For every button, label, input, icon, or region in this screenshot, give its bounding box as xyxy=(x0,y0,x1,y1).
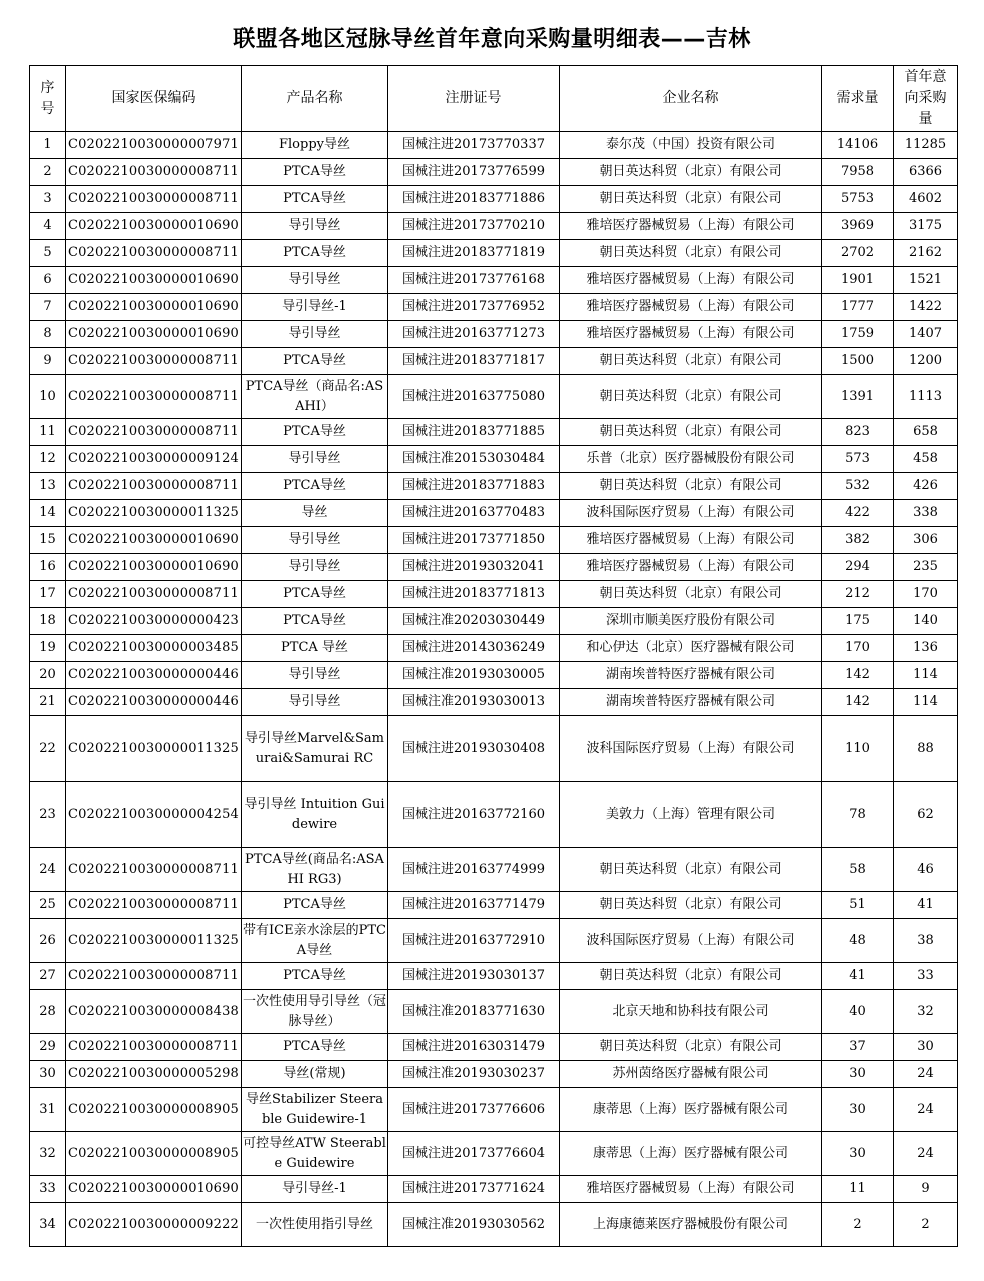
first-year-purchase-quantity: 1113 xyxy=(894,375,958,419)
medical-insurance-code: C0202210030000009222 xyxy=(66,1203,242,1247)
table-row xyxy=(30,581,958,608)
row-number: 3 xyxy=(30,186,66,213)
table-row xyxy=(30,848,958,892)
registration-number: 国械注进20163771273 xyxy=(388,321,560,348)
first-year-purchase-quantity: 46 xyxy=(894,848,958,892)
row-number: 2 xyxy=(30,159,66,186)
registration-number: 国械注进20163770483 xyxy=(388,500,560,527)
medical-insurance-code: C0202210030000008711 xyxy=(66,1034,242,1061)
registration-number: 国械注进20193030408 xyxy=(388,716,560,782)
row-number: 13 xyxy=(30,473,66,500)
demand-quantity: 78 xyxy=(822,782,894,848)
product-name: PTCA导丝 xyxy=(242,473,388,500)
row-number: 17 xyxy=(30,581,66,608)
product-name: 导丝Stabilizer Steerable Guidewire-1 xyxy=(242,1088,388,1132)
demand-quantity: 2702 xyxy=(822,240,894,267)
product-name: 导引导丝 xyxy=(242,321,388,348)
demand-quantity: 2 xyxy=(822,1203,894,1247)
demand-quantity: 212 xyxy=(822,581,894,608)
medical-insurance-code: C0202210030000008711 xyxy=(66,963,242,990)
row-number: 32 xyxy=(30,1132,66,1176)
first-year-purchase-quantity: 62 xyxy=(894,782,958,848)
first-year-purchase-quantity: 9 xyxy=(894,1176,958,1203)
first-year-purchase-quantity: 3175 xyxy=(894,213,958,240)
demand-quantity: 1500 xyxy=(822,348,894,375)
medical-insurance-code: C0202210030000003485 xyxy=(66,635,242,662)
demand-quantity: 30 xyxy=(822,1061,894,1088)
first-year-purchase-quantity: 4602 xyxy=(894,186,958,213)
registration-number: 国械注进20183771883 xyxy=(388,473,560,500)
demand-quantity: 30 xyxy=(822,1132,894,1176)
medical-insurance-code: C0202210030000008711 xyxy=(66,473,242,500)
company-name: 雅培医疗器械贸易（上海）有限公司 xyxy=(560,267,822,294)
medical-insurance-code: C0202210030000011325 xyxy=(66,716,242,782)
product-name: PTCA导丝(商品名:ASAHI RG3) xyxy=(242,848,388,892)
product-name: 导引导丝 xyxy=(242,267,388,294)
first-year-purchase-quantity: 140 xyxy=(894,608,958,635)
header-product: 产品名称 xyxy=(242,66,388,132)
medical-insurance-code: C0202210030000008711 xyxy=(66,581,242,608)
table-row xyxy=(30,554,958,581)
medical-insurance-code: C0202210030000010690 xyxy=(66,527,242,554)
company-name: 湖南埃普特医疗器械有限公司 xyxy=(560,662,822,689)
first-year-purchase-quantity: 1407 xyxy=(894,321,958,348)
medical-insurance-code: C0202210030000004254 xyxy=(66,782,242,848)
table-row xyxy=(30,782,958,848)
medical-insurance-code: C0202210030000011325 xyxy=(66,919,242,963)
registration-number: 国械注准20183771630 xyxy=(388,990,560,1034)
header-demand: 需求量 xyxy=(822,66,894,132)
first-year-purchase-quantity: 2162 xyxy=(894,240,958,267)
demand-quantity: 422 xyxy=(822,500,894,527)
table-row xyxy=(30,1088,958,1132)
company-name: 苏州茵络医疗器械有限公司 xyxy=(560,1061,822,1088)
registration-number: 国械注进20173776604 xyxy=(388,1132,560,1176)
table-row xyxy=(30,1034,958,1061)
first-year-purchase-quantity: 24 xyxy=(894,1132,958,1176)
registration-number: 国械注进20183771817 xyxy=(388,348,560,375)
medical-insurance-code: C0202210030000008905 xyxy=(66,1088,242,1132)
row-number: 15 xyxy=(30,527,66,554)
product-name: 导引导丝 Intuition Guidewire xyxy=(242,782,388,848)
company-name: 康蒂思（上海）医疗器械有限公司 xyxy=(560,1132,822,1176)
table-row xyxy=(30,527,958,554)
registration-number: 国械注进20183771819 xyxy=(388,240,560,267)
first-year-purchase-quantity: 30 xyxy=(894,1034,958,1061)
company-name: 美敦力（上海）管理有限公司 xyxy=(560,782,822,848)
registration-number: 国械注进20183771886 xyxy=(388,186,560,213)
demand-quantity: 175 xyxy=(822,608,894,635)
company-name: 雅培医疗器械贸易（上海）有限公司 xyxy=(560,213,822,240)
product-name: PTCA导丝 xyxy=(242,419,388,446)
row-number: 30 xyxy=(30,1061,66,1088)
product-name: PTCA 导丝 xyxy=(242,635,388,662)
registration-number: 国械注进20143036249 xyxy=(388,635,560,662)
demand-quantity: 142 xyxy=(822,689,894,716)
table-row xyxy=(30,348,958,375)
demand-quantity: 382 xyxy=(822,527,894,554)
medical-insurance-code: C0202210030000010690 xyxy=(66,1176,242,1203)
product-name: 导引导丝Marvel&Samurai&Samurai RC xyxy=(242,716,388,782)
product-name: 导引导丝-1 xyxy=(242,294,388,321)
medical-insurance-code: C0202210030000000446 xyxy=(66,662,242,689)
registration-number: 国械注进20163031479 xyxy=(388,1034,560,1061)
header-company: 企业名称 xyxy=(560,66,822,132)
row-number: 11 xyxy=(30,419,66,446)
row-number: 16 xyxy=(30,554,66,581)
first-year-purchase-quantity: 114 xyxy=(894,689,958,716)
product-name: 可控导丝ATW Steerable Guidewire xyxy=(242,1132,388,1176)
first-year-purchase-quantity: 306 xyxy=(894,527,958,554)
table-row xyxy=(30,375,958,419)
table-row xyxy=(30,919,958,963)
medical-insurance-code: C0202210030000011325 xyxy=(66,500,242,527)
table-row xyxy=(30,500,958,527)
medical-insurance-code: C0202210030000007971 xyxy=(66,132,242,159)
table-row xyxy=(30,186,958,213)
header-no: 序号 xyxy=(30,66,66,132)
medical-insurance-code: C0202210030000010690 xyxy=(66,213,242,240)
company-name: 雅培医疗器械贸易（上海）有限公司 xyxy=(560,554,822,581)
table-row xyxy=(30,446,958,473)
company-name: 朝日英达科贸（北京）有限公司 xyxy=(560,473,822,500)
registration-number: 国械注进20173776599 xyxy=(388,159,560,186)
registration-number: 国械注准20193030562 xyxy=(388,1203,560,1247)
demand-quantity: 532 xyxy=(822,473,894,500)
first-year-purchase-quantity: 33 xyxy=(894,963,958,990)
product-name: 导引导丝 xyxy=(242,689,388,716)
company-name: 深圳市顺美医疗股份有限公司 xyxy=(560,608,822,635)
registration-number: 国械注进20163774999 xyxy=(388,848,560,892)
table-row xyxy=(30,635,958,662)
company-name: 雅培医疗器械贸易（上海）有限公司 xyxy=(560,1176,822,1203)
company-name: 波科国际医疗贸易（上海）有限公司 xyxy=(560,500,822,527)
company-name: 泰尔茂（中国）投资有限公司 xyxy=(560,132,822,159)
product-name: PTCA导丝 xyxy=(242,240,388,267)
demand-quantity: 1759 xyxy=(822,321,894,348)
row-number: 23 xyxy=(30,782,66,848)
first-year-purchase-quantity: 338 xyxy=(894,500,958,527)
table-row xyxy=(30,1132,958,1176)
company-name: 朝日英达科贸（北京）有限公司 xyxy=(560,892,822,919)
table-header-row xyxy=(30,66,958,132)
first-year-purchase-quantity: 11285 xyxy=(894,132,958,159)
first-year-purchase-quantity: 24 xyxy=(894,1088,958,1132)
product-name: PTCA导丝 xyxy=(242,892,388,919)
table-row xyxy=(30,267,958,294)
medical-insurance-code: C0202210030000008711 xyxy=(66,159,242,186)
demand-quantity: 294 xyxy=(822,554,894,581)
demand-quantity: 170 xyxy=(822,635,894,662)
row-number: 34 xyxy=(30,1203,66,1247)
first-year-purchase-quantity: 458 xyxy=(894,446,958,473)
company-name: 北京天地和协科技有限公司 xyxy=(560,990,822,1034)
demand-quantity: 51 xyxy=(822,892,894,919)
company-name: 朝日英达科贸（北京）有限公司 xyxy=(560,848,822,892)
demand-quantity: 110 xyxy=(822,716,894,782)
row-number: 14 xyxy=(30,500,66,527)
medical-insurance-code: C0202210030000010690 xyxy=(66,554,242,581)
medical-insurance-code: C0202210030000008711 xyxy=(66,186,242,213)
medical-insurance-code: C0202210030000010690 xyxy=(66,321,242,348)
company-name: 雅培医疗器械贸易（上海）有限公司 xyxy=(560,294,822,321)
row-number: 4 xyxy=(30,213,66,240)
row-number: 24 xyxy=(30,848,66,892)
registration-number: 国械注准20193030013 xyxy=(388,689,560,716)
first-year-purchase-quantity: 24 xyxy=(894,1061,958,1088)
registration-number: 国械注准20193030005 xyxy=(388,662,560,689)
company-name: 朝日英达科贸（北京）有限公司 xyxy=(560,375,822,419)
registration-number: 国械注进20173776952 xyxy=(388,294,560,321)
first-year-purchase-quantity: 136 xyxy=(894,635,958,662)
row-number: 27 xyxy=(30,963,66,990)
registration-number: 国械注进20163775080 xyxy=(388,375,560,419)
table-row xyxy=(30,689,958,716)
row-number: 20 xyxy=(30,662,66,689)
registration-number: 国械注准20153030484 xyxy=(388,446,560,473)
table-row xyxy=(30,132,958,159)
table-row xyxy=(30,1203,958,1247)
medical-insurance-code: C0202210030000008905 xyxy=(66,1132,242,1176)
company-name: 湖南埃普特医疗器械有限公司 xyxy=(560,689,822,716)
registration-number: 国械注进20163772910 xyxy=(388,919,560,963)
demand-quantity: 5753 xyxy=(822,186,894,213)
registration-number: 国械注进20163771479 xyxy=(388,892,560,919)
first-year-purchase-quantity: 1521 xyxy=(894,267,958,294)
first-year-purchase-quantity: 38 xyxy=(894,919,958,963)
product-name: 导引导丝 xyxy=(242,662,388,689)
table-row xyxy=(30,294,958,321)
company-name: 朝日英达科贸（北京）有限公司 xyxy=(560,1034,822,1061)
row-number: 25 xyxy=(30,892,66,919)
first-year-purchase-quantity: 1422 xyxy=(894,294,958,321)
medical-insurance-code: C0202210030000008711 xyxy=(66,240,242,267)
product-name: 一次性使用指引导丝 xyxy=(242,1203,388,1247)
registration-number: 国械注进20183771813 xyxy=(388,581,560,608)
company-name: 朝日英达科贸（北京）有限公司 xyxy=(560,963,822,990)
table-row xyxy=(30,662,958,689)
product-name: 导引导丝 xyxy=(242,527,388,554)
first-year-purchase-quantity: 235 xyxy=(894,554,958,581)
company-name: 雅培医疗器械贸易（上海）有限公司 xyxy=(560,527,822,554)
table-row xyxy=(30,892,958,919)
row-number: 5 xyxy=(30,240,66,267)
row-number: 7 xyxy=(30,294,66,321)
company-name: 朝日英达科贸（北京）有限公司 xyxy=(560,581,822,608)
registration-number: 国械注准20203030449 xyxy=(388,608,560,635)
product-name: Floppy导丝 xyxy=(242,132,388,159)
company-name: 朝日英达科贸（北京）有限公司 xyxy=(560,240,822,267)
demand-quantity: 11 xyxy=(822,1176,894,1203)
row-number: 8 xyxy=(30,321,66,348)
medical-insurance-code: C0202210030000005298 xyxy=(66,1061,242,1088)
demand-quantity: 40 xyxy=(822,990,894,1034)
header-reg: 注册证号 xyxy=(388,66,560,132)
registration-number: 国械注进20173776606 xyxy=(388,1088,560,1132)
first-year-purchase-quantity: 6366 xyxy=(894,159,958,186)
row-number: 19 xyxy=(30,635,66,662)
row-number: 12 xyxy=(30,446,66,473)
company-name: 和心伊达（北京）医疗器械有限公司 xyxy=(560,635,822,662)
demand-quantity: 48 xyxy=(822,919,894,963)
table-row xyxy=(30,1176,958,1203)
product-name: PTCA导丝 xyxy=(242,186,388,213)
medical-insurance-code: C0202210030000009124 xyxy=(66,446,242,473)
registration-number: 国械注进20173770337 xyxy=(388,132,560,159)
table-row xyxy=(30,419,958,446)
company-name: 朝日英达科贸（北京）有限公司 xyxy=(560,419,822,446)
medical-insurance-code: C0202210030000000423 xyxy=(66,608,242,635)
table-row xyxy=(30,990,958,1034)
company-name: 朝日英达科贸（北京）有限公司 xyxy=(560,159,822,186)
medical-insurance-code: C0202210030000008711 xyxy=(66,892,242,919)
registration-number: 国械注进20173770210 xyxy=(388,213,560,240)
row-number: 26 xyxy=(30,919,66,963)
row-number: 1 xyxy=(30,132,66,159)
demand-quantity: 1901 xyxy=(822,267,894,294)
product-name: 导引导丝-1 xyxy=(242,1176,388,1203)
product-name: PTCA导丝 xyxy=(242,608,388,635)
demand-quantity: 30 xyxy=(822,1088,894,1132)
company-name: 雅培医疗器械贸易（上海）有限公司 xyxy=(560,321,822,348)
medical-insurance-code: C0202210030000010690 xyxy=(66,267,242,294)
first-year-purchase-quantity: 2 xyxy=(894,1203,958,1247)
page-title: 联盟各地区冠脉导丝首年意向采购量明细表——吉林 xyxy=(233,27,751,52)
table-row xyxy=(30,963,958,990)
row-number: 29 xyxy=(30,1034,66,1061)
row-number: 31 xyxy=(30,1088,66,1132)
registration-number: 国械注进20163772160 xyxy=(388,782,560,848)
product-name: PTCA导丝 xyxy=(242,581,388,608)
header-code: 国家医保编码 xyxy=(66,66,242,132)
registration-number: 国械注进20193030137 xyxy=(388,963,560,990)
company-name: 波科国际医疗贸易（上海）有限公司 xyxy=(560,919,822,963)
company-name: 朝日英达科贸（北京）有限公司 xyxy=(560,186,822,213)
product-name: 一次性使用导引导丝（冠脉导丝） xyxy=(242,990,388,1034)
product-name: PTCA导丝（商品名:ASAHI） xyxy=(242,375,388,419)
product-name: 导丝 xyxy=(242,500,388,527)
row-number: 6 xyxy=(30,267,66,294)
row-number: 10 xyxy=(30,375,66,419)
first-year-purchase-quantity: 426 xyxy=(894,473,958,500)
medical-insurance-code: C0202210030000008711 xyxy=(66,348,242,375)
table-row xyxy=(30,473,958,500)
header-purchase: 首年意向采购量 xyxy=(894,66,958,132)
demand-quantity: 3969 xyxy=(822,213,894,240)
first-year-purchase-quantity: 88 xyxy=(894,716,958,782)
registration-number: 国械注进20183771885 xyxy=(388,419,560,446)
table-row xyxy=(30,716,958,782)
product-name: 导丝(常规) xyxy=(242,1061,388,1088)
company-name: 波科国际医疗贸易（上海）有限公司 xyxy=(560,716,822,782)
registration-number: 国械注进20173771850 xyxy=(388,527,560,554)
table-row xyxy=(30,213,958,240)
medical-insurance-code: C0202210030000008711 xyxy=(66,848,242,892)
company-name: 康蒂思（上海）医疗器械有限公司 xyxy=(560,1088,822,1132)
product-name: 导引导丝 xyxy=(242,213,388,240)
product-name: 导引导丝 xyxy=(242,554,388,581)
demand-quantity: 37 xyxy=(822,1034,894,1061)
demand-quantity: 142 xyxy=(822,662,894,689)
first-year-purchase-quantity: 32 xyxy=(894,990,958,1034)
medical-insurance-code: C0202210030000010690 xyxy=(66,294,242,321)
first-year-purchase-quantity: 41 xyxy=(894,892,958,919)
table-row xyxy=(30,608,958,635)
row-number: 21 xyxy=(30,689,66,716)
procurement-table xyxy=(29,65,958,1247)
row-number: 18 xyxy=(30,608,66,635)
product-name: 导引导丝 xyxy=(242,446,388,473)
medical-insurance-code: C0202210030000000446 xyxy=(66,689,242,716)
demand-quantity: 14106 xyxy=(822,132,894,159)
table-row xyxy=(30,1061,958,1088)
table-row xyxy=(30,321,958,348)
first-year-purchase-quantity: 658 xyxy=(894,419,958,446)
demand-quantity: 41 xyxy=(822,963,894,990)
product-name: PTCA导丝 xyxy=(242,963,388,990)
product-name: 带有ICE亲水涂层的PTCA导丝 xyxy=(242,919,388,963)
table-row xyxy=(30,159,958,186)
first-year-purchase-quantity: 1200 xyxy=(894,348,958,375)
registration-number: 国械注进20193032041 xyxy=(388,554,560,581)
product-name: PTCA导丝 xyxy=(242,159,388,186)
demand-quantity: 58 xyxy=(822,848,894,892)
row-number: 9 xyxy=(30,348,66,375)
demand-quantity: 823 xyxy=(822,419,894,446)
registration-number: 国械注进20173771624 xyxy=(388,1176,560,1203)
registration-number: 国械注进20173776168 xyxy=(388,267,560,294)
table-row xyxy=(30,240,958,267)
row-number: 33 xyxy=(30,1176,66,1203)
demand-quantity: 1391 xyxy=(822,375,894,419)
row-number: 22 xyxy=(30,716,66,782)
first-year-purchase-quantity: 114 xyxy=(894,662,958,689)
company-name: 乐普（北京）医疗器械股份有限公司 xyxy=(560,446,822,473)
medical-insurance-code: C0202210030000008438 xyxy=(66,990,242,1034)
demand-quantity: 7958 xyxy=(822,159,894,186)
product-name: PTCA导丝 xyxy=(242,1034,388,1061)
company-name: 上海康德莱医疗器械股份有限公司 xyxy=(560,1203,822,1247)
medical-insurance-code: C0202210030000008711 xyxy=(66,375,242,419)
demand-quantity: 573 xyxy=(822,446,894,473)
medical-insurance-code: C0202210030000008711 xyxy=(66,419,242,446)
product-name: PTCA导丝 xyxy=(242,348,388,375)
row-number: 28 xyxy=(30,990,66,1034)
registration-number: 国械注准20193030237 xyxy=(388,1061,560,1088)
first-year-purchase-quantity: 170 xyxy=(894,581,958,608)
company-name: 朝日英达科贸（北京）有限公司 xyxy=(560,348,822,375)
demand-quantity: 1777 xyxy=(822,294,894,321)
